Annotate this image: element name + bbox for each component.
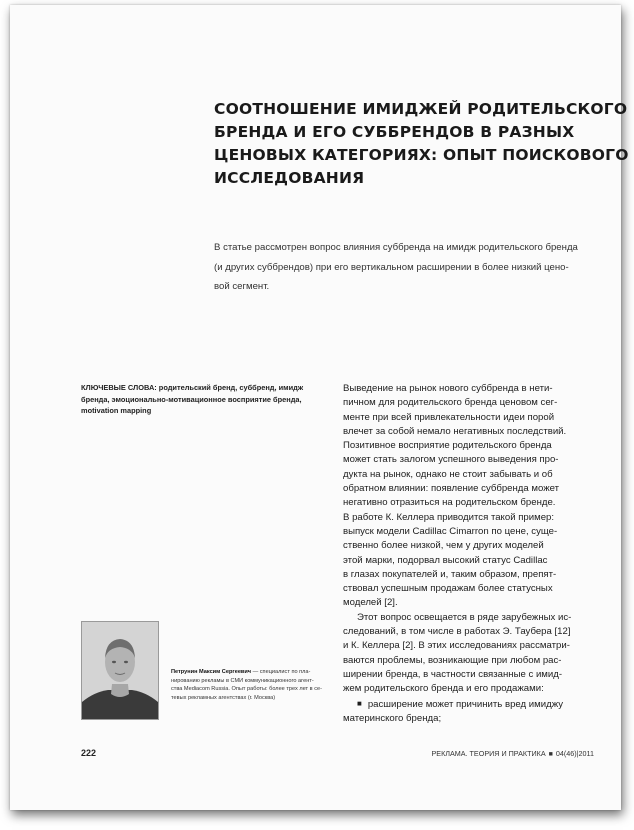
journal-issue: 04(46) [555,749,577,758]
journal-year: 2011 [578,749,594,758]
body-text [343,382,613,726]
article-title [214,98,629,190]
author-photo [81,621,159,720]
body-line: Позитивное восприятие родительского бренда [343,440,552,452]
body-line: дукта на рынок, однако не стоит забывать и об [343,468,553,480]
journal-name: РЕКЛАМА. ТЕОРИЯ И ПРАКТИКА [431,749,546,758]
body-line: В работе К. Келлера приводится такой пример: [343,511,555,523]
title-line: СООТНОШЕНИЕ ИМИДЖЕЙ РОДИТЕЛЬСКОГО [214,100,628,118]
keywords-line: КЛЮЧЕВЫЕ СЛОВА: родительский бренд, суббренд, имидж [81,383,304,392]
page-number: 222 [81,748,97,758]
body-line: ственно более низкой, чем у других моделей [343,540,544,552]
author-portrait-icon [82,622,158,719]
body-line: следований, в том числе в работах Э. Таубера [12] [343,626,571,638]
body-line: моделей [2]. [343,597,398,609]
body-line: выпуск модели Cadillac Cimarron по цене, суще- [343,525,558,537]
keywords [81,382,326,417]
body-line: ширении бренда, в частности связанные с имид- [343,668,563,680]
body-line: ствовал успешным продажам более статусных [343,583,553,595]
body-line: влечет за собой немало негативных последствий. [343,425,567,437]
keywords-line: motivation mapping [81,406,152,416]
body-line: ваются проблемы, возникающие при любом рас- [343,654,562,666]
author-line: ства Mediacom Russia. Опыт работы: более трех лет в се- [171,686,322,693]
keywords-line: бренда, эмоционально-мотивационное восприятие бренда, [81,394,302,404]
author-line: нированию рекламы в СМИ коммуникационного агент- [171,677,314,684]
body-line: жем родительского бренда и его продажами: [343,683,544,695]
author-line [171,668,331,677]
body-line: негативно отразиться на родительском бренде. [343,497,556,509]
body-line: в глазах покупателей и, таким образом, препят- [343,568,557,580]
author-info [171,668,331,703]
separator: | [576,749,579,758]
author-name: Петрунин Максим Сергеевич [171,669,252,675]
body-line: обратном влиянии: появление суббренда может [343,483,560,495]
body-line: менте при всей привлекательности идеи порой [343,411,555,423]
body-line: материнского бренда; [343,712,442,724]
title-line: ИССЛЕДОВАНИЯ [214,169,365,187]
abstract-line: В статье рассмотрен вопрос влияния суббренда на имидж родительского бренда [214,242,578,253]
abstract [214,238,604,297]
body-line: Выведение на рынок нового суббренда в нети- [343,383,553,394]
title-line: БРЕНДА И ЕГО СУББРЕНДОВ В РАЗНЫХ [214,123,575,141]
body-line: и К. Келлера [2]. В этих исследованиях рассматри- [343,640,570,652]
body-line: этой марки, подорвал высокий статус Cadillac [343,554,548,566]
author-line: тевых рекламных агентствах (г. Москва) [171,695,276,702]
bullet-item: ■ расширение может причинить вред имиджу [343,697,613,712]
square-separator-icon: ■ [548,751,553,758]
abstract-line: вой сегмент. [214,281,270,292]
author-role: — специалист по пла- [251,669,311,675]
body-line: может стать залогом успешного выведения про- [343,454,559,466]
body-line: пичном для родительского бренда ценовом сег- [343,397,558,409]
body-line: Этот вопрос освещается в ряде зарубежных ис- [357,611,572,623]
journal-page [10,5,629,810]
journal-footer [431,749,594,758]
abstract-line: (и других суббрендов) при его вертикальном расширении в более низкий цено- [214,261,569,273]
title-line: ЦЕНОВЫХ КАТЕГОРИЯХ: ОПЫТ ПОИСКОВОГО [214,146,629,164]
